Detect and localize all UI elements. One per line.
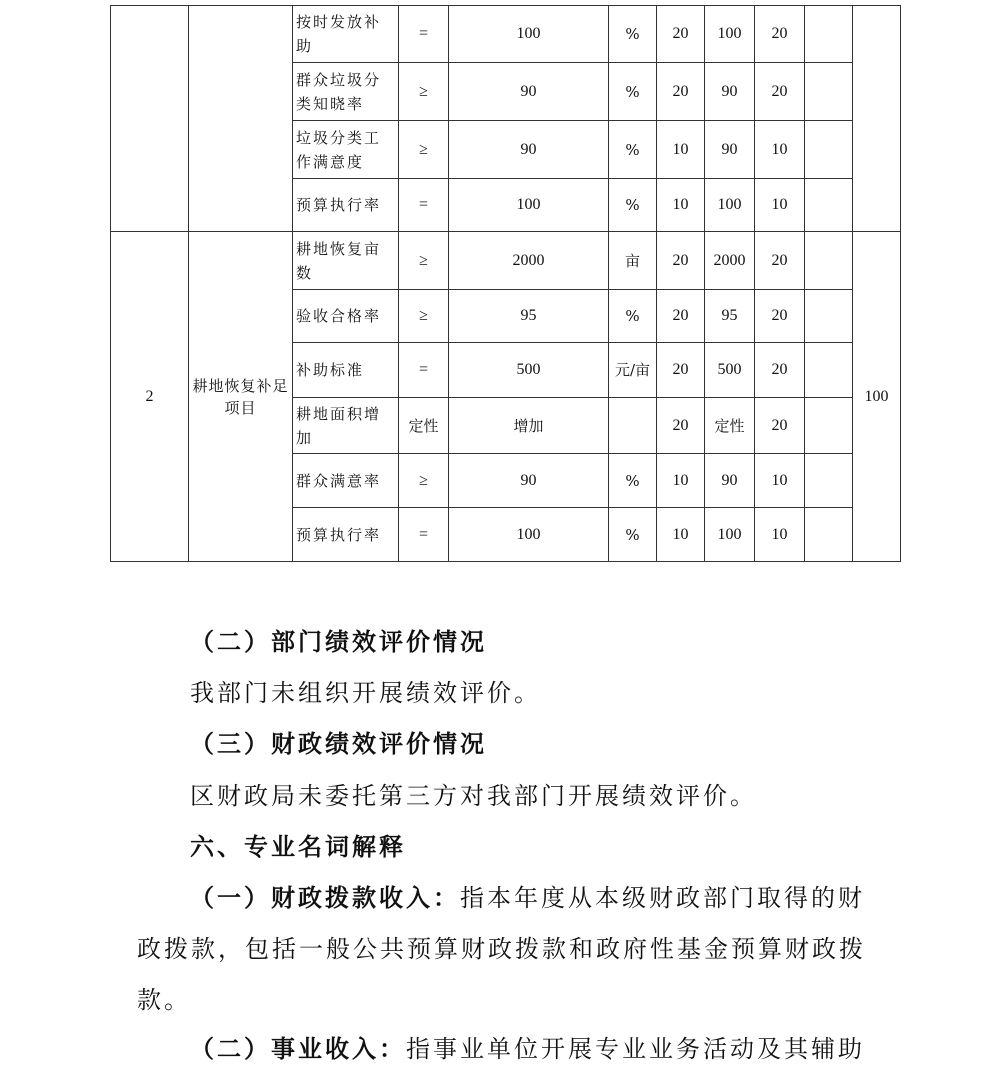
index-cell <box>111 6 189 232</box>
score-cell: 10 <box>755 454 805 508</box>
empty-cell <box>805 508 853 562</box>
target-cell: 90 <box>449 454 609 508</box>
project-cell: 耕地恢复补足项目 <box>189 232 293 562</box>
target-cell: 90 <box>449 63 609 121</box>
index-cell: 2 <box>111 232 189 562</box>
term-1-line-1 <box>190 880 865 916</box>
operator-cell: = <box>399 343 449 398</box>
indicator-cell: 垃圾分类工作满意度 <box>293 121 399 179</box>
target-cell: 100 <box>449 6 609 63</box>
actual-cell: 定性 <box>705 398 755 454</box>
weight-cell: 20 <box>657 232 705 290</box>
target-cell: 500 <box>449 343 609 398</box>
weight-cell: 10 <box>657 121 705 179</box>
unit-cell: % <box>609 6 657 63</box>
actual-cell: 90 <box>705 121 755 179</box>
term-1-text: 指本年度从本级财政部门取得的财 <box>460 884 865 912</box>
score-cell: 10 <box>755 179 805 232</box>
term-2-label: （二）事业收入： <box>190 1034 406 1063</box>
unit-cell: % <box>609 121 657 179</box>
section-heading-terms: 六、专业名词解释 <box>190 832 406 861</box>
indicator-cell: 预算执行率 <box>293 179 399 232</box>
empty-cell <box>805 343 853 398</box>
weight-cell: 10 <box>657 179 705 232</box>
target-cell: 增加 <box>449 398 609 454</box>
score-cell: 10 <box>755 121 805 179</box>
actual-cell: 90 <box>705 454 755 508</box>
term-1-label: （一）财政拨款收入： <box>190 883 460 912</box>
score-cell: 20 <box>755 63 805 121</box>
paragraph-fin-eval: 区财政局未委托第三方对我部门开展绩效评价。 <box>190 782 757 810</box>
operator-cell: = <box>399 179 449 232</box>
term-1-line-2: 政拨款，包括一般公共预算财政拨款和政府性基金预算财政拨 <box>137 935 866 963</box>
operator-cell: 定性 <box>399 398 449 454</box>
unit-cell: % <box>609 454 657 508</box>
indicator-cell: 验收合格率 <box>293 290 399 343</box>
actual-cell: 90 <box>705 63 755 121</box>
performance-table <box>110 5 901 562</box>
actual-cell: 100 <box>705 6 755 63</box>
actual-cell: 95 <box>705 290 755 343</box>
weight-cell: 20 <box>657 290 705 343</box>
indicator-cell: 按时发放补助 <box>293 6 399 63</box>
total-cell: 100 <box>853 232 901 562</box>
table-row <box>111 232 901 290</box>
paragraph-dept-eval: 我部门未组织开展绩效评价。 <box>190 679 541 707</box>
operator-cell: ≥ <box>399 290 449 343</box>
actual-cell: 2000 <box>705 232 755 290</box>
empty-cell <box>805 63 853 121</box>
empty-cell <box>805 179 853 232</box>
actual-cell: 100 <box>705 179 755 232</box>
weight-cell: 20 <box>657 398 705 454</box>
indicator-cell: 耕地面积增加 <box>293 398 399 454</box>
operator-cell: ≥ <box>399 232 449 290</box>
unit-cell: 亩 <box>609 232 657 290</box>
weight-cell: 20 <box>657 343 705 398</box>
weight-cell: 20 <box>657 6 705 63</box>
weight-cell: 10 <box>657 454 705 508</box>
unit-cell: % <box>609 63 657 121</box>
term-2-text: 指事业单位开展专业业务活动及其辅助 <box>406 1035 865 1063</box>
operator-cell: = <box>399 508 449 562</box>
empty-cell <box>805 121 853 179</box>
unit-cell: 元/亩 <box>609 343 657 398</box>
operator-cell: ≥ <box>399 63 449 121</box>
section-heading-fin-eval: （三）财政绩效评价情况 <box>190 729 487 758</box>
weight-cell: 10 <box>657 508 705 562</box>
score-cell: 20 <box>755 398 805 454</box>
unit-cell: % <box>609 179 657 232</box>
operator-cell: ≥ <box>399 454 449 508</box>
indicator-cell: 耕地恢复亩数 <box>293 232 399 290</box>
operator-cell: ≥ <box>399 121 449 179</box>
target-cell: 100 <box>449 179 609 232</box>
term-1-line-3: 款。 <box>137 986 191 1014</box>
target-cell: 90 <box>449 121 609 179</box>
table-row <box>111 6 901 63</box>
empty-cell <box>805 232 853 290</box>
indicator-cell: 群众满意率 <box>293 454 399 508</box>
indicator-cell: 群众垃圾分类知晓率 <box>293 63 399 121</box>
empty-cell <box>805 454 853 508</box>
unit-cell: % <box>609 508 657 562</box>
indicator-cell: 补助标准 <box>293 343 399 398</box>
target-cell: 2000 <box>449 232 609 290</box>
section-heading-dept-eval: （二）部门绩效评价情况 <box>190 627 487 656</box>
weight-cell: 20 <box>657 63 705 121</box>
term-2-line-1 <box>190 1031 865 1067</box>
total-cell <box>853 6 901 232</box>
indicator-cell: 预算执行率 <box>293 508 399 562</box>
score-cell: 20 <box>755 290 805 343</box>
empty-cell <box>805 290 853 343</box>
actual-cell: 100 <box>705 508 755 562</box>
score-cell: 20 <box>755 6 805 63</box>
unit-cell <box>609 398 657 454</box>
empty-cell <box>805 6 853 63</box>
target-cell: 95 <box>449 290 609 343</box>
score-cell: 10 <box>755 508 805 562</box>
project-cell <box>189 6 293 232</box>
unit-cell: % <box>609 290 657 343</box>
empty-cell <box>805 398 853 454</box>
score-cell: 20 <box>755 343 805 398</box>
score-cell: 20 <box>755 232 805 290</box>
target-cell: 100 <box>449 508 609 562</box>
operator-cell: = <box>399 6 449 63</box>
actual-cell: 500 <box>705 343 755 398</box>
